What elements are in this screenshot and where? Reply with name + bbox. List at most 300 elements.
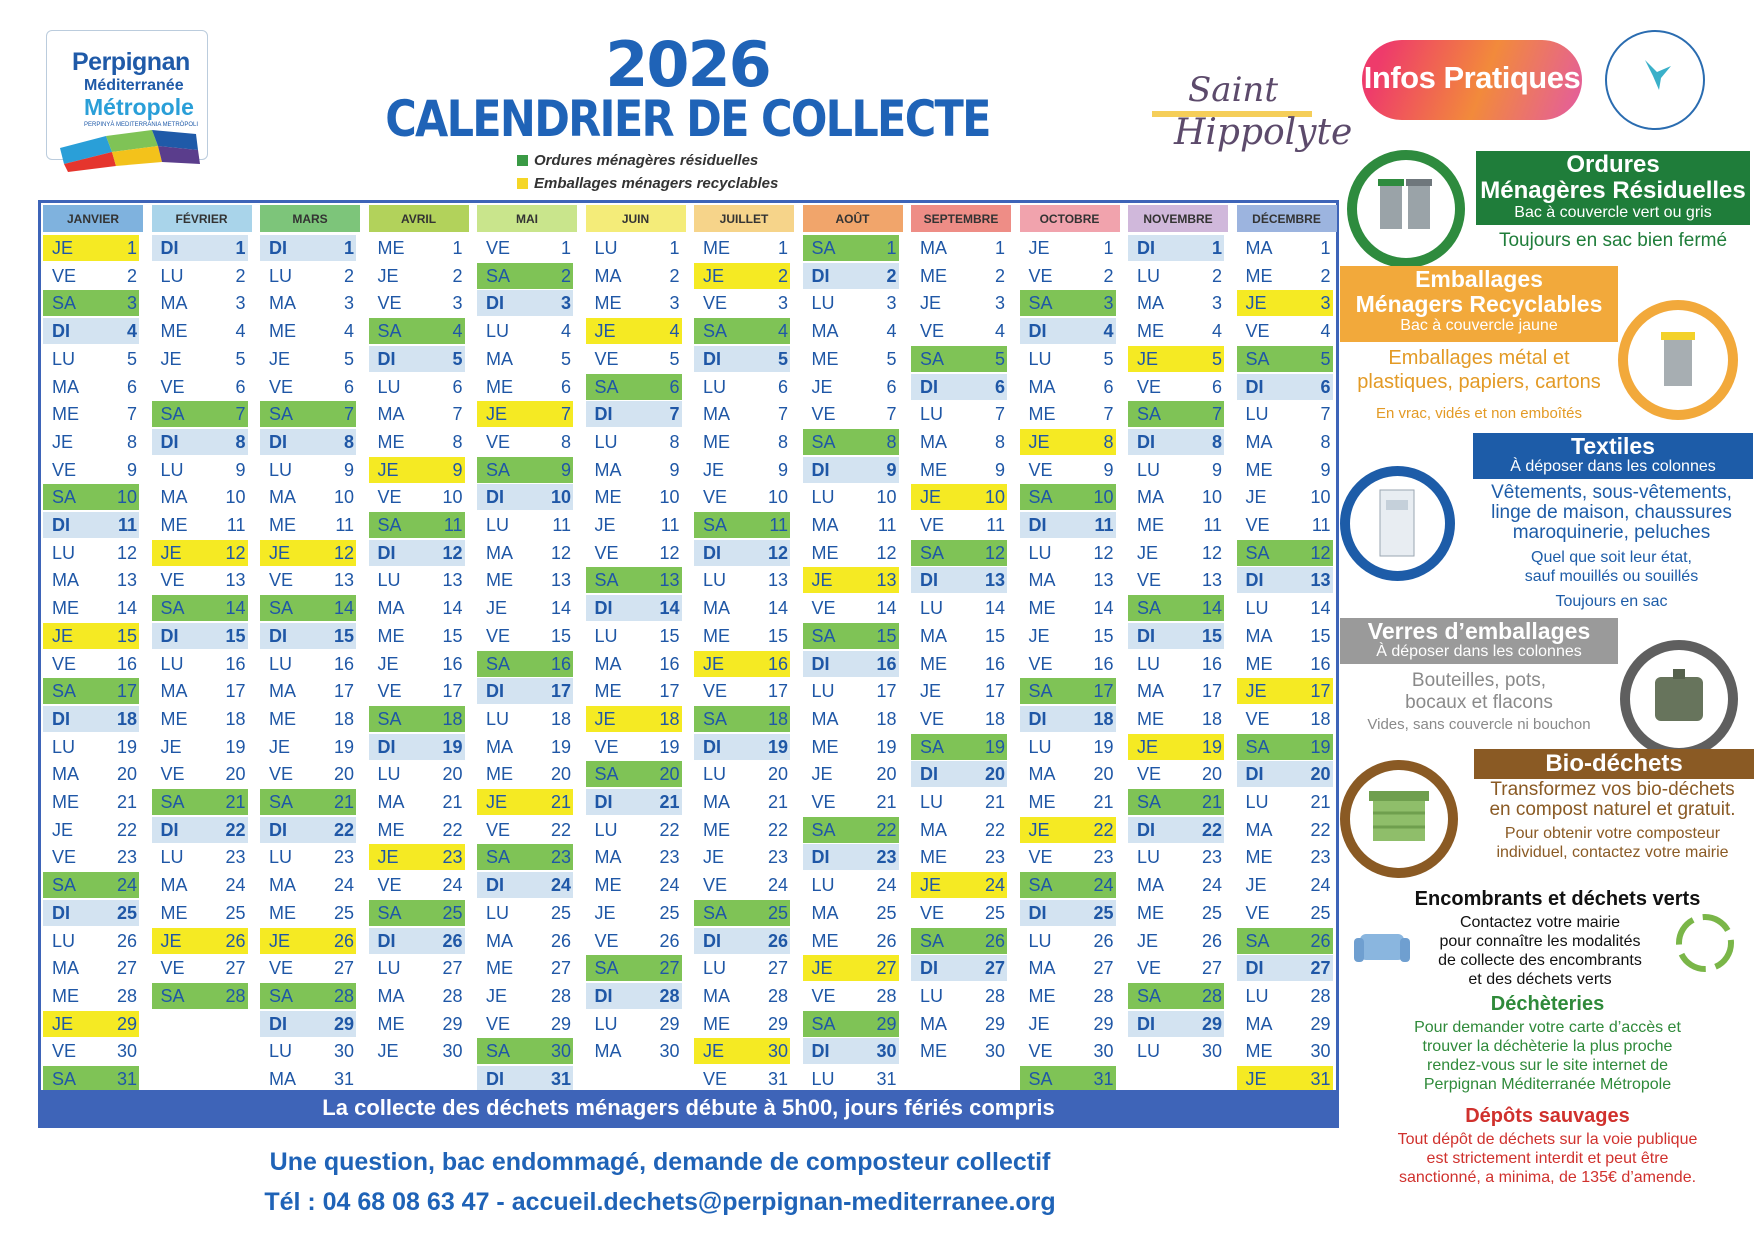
- bio-body-1: Transformez vos bio-déchets: [1490, 779, 1735, 800]
- calendar-day: [1128, 263, 1224, 289]
- day-number: 22: [767, 819, 788, 840]
- weekday-label: VE: [594, 348, 619, 369]
- calendar-day: [586, 429, 682, 455]
- day-number: 23: [550, 847, 571, 868]
- day-number: 26: [659, 930, 680, 951]
- weekday-label: SA: [811, 1013, 836, 1034]
- calendar-day: [43, 457, 139, 483]
- weekday-label: LU: [52, 348, 76, 369]
- omr-title-2: Ménagères Résiduelles: [1480, 177, 1746, 204]
- day-number: 16: [1201, 653, 1222, 674]
- weekday-label: DI: [377, 542, 396, 563]
- calendar-day: [477, 484, 573, 510]
- day-number: 2: [1320, 265, 1331, 286]
- weekday-label: LU: [1137, 1041, 1161, 1062]
- verres-body: [1340, 670, 1618, 714]
- emr-body-1: Emballages métal et: [1388, 347, 1570, 369]
- day-number: 15: [876, 625, 897, 646]
- weekday-label: SA: [160, 404, 185, 425]
- weekday-label: MA: [377, 792, 405, 812]
- calendar-day: [260, 235, 356, 261]
- weekday-label: SA: [1028, 1069, 1053, 1089]
- weekday-label: DI: [486, 681, 504, 702]
- calendar-day: [803, 595, 899, 621]
- weekday-label: LU: [703, 376, 727, 397]
- day-number: 20: [1310, 764, 1331, 785]
- weekday-label: JE: [1245, 1069, 1267, 1089]
- weekday-label: ME: [160, 902, 188, 923]
- day-number: 8: [1320, 431, 1331, 452]
- month-header: DÉCEMBRE: [1237, 205, 1337, 232]
- weekday-label: VE: [703, 681, 728, 702]
- calendar-day: [260, 429, 356, 455]
- day-number: 9: [452, 459, 463, 480]
- weekday-label: JE: [811, 958, 833, 979]
- weekday-label: SA: [160, 598, 185, 619]
- hummingbird-icon: [1643, 56, 1673, 92]
- weekday-label: SA: [703, 708, 728, 729]
- weekday-label: MA: [52, 570, 79, 591]
- calendar-day: [477, 678, 573, 704]
- day-number: 19: [225, 736, 246, 757]
- day-number: 29: [1201, 1013, 1222, 1034]
- calendar-day: [369, 983, 465, 1009]
- calendar-day: [477, 235, 573, 261]
- calendar-day: [1020, 1038, 1116, 1064]
- armchair-icon: [1348, 914, 1418, 974]
- day-number: 7: [1211, 404, 1222, 425]
- weekday-label: MA: [1137, 875, 1164, 896]
- calendar-day: [586, 734, 682, 760]
- weekday-label: DI: [52, 515, 70, 535]
- calendar-day: [1237, 1038, 1333, 1064]
- calendar-day: [586, 595, 682, 621]
- day-number: 2: [1211, 265, 1222, 286]
- day-number: 28: [225, 985, 246, 1006]
- calendar-day: [260, 484, 356, 510]
- calendar-day: [694, 789, 790, 815]
- calendar-day: [477, 928, 573, 954]
- weekday-label: MA: [594, 847, 622, 868]
- day-number: 25: [659, 902, 680, 923]
- textiles-body-2: linge de maison, chaussures: [1491, 502, 1732, 523]
- weekday-label: JE: [160, 542, 182, 563]
- day-number: 26: [550, 930, 571, 951]
- weekday-label: LU: [1028, 930, 1052, 951]
- calendar-day: [260, 290, 356, 316]
- day-number: 30: [659, 1041, 680, 1062]
- weekday-label: LU: [594, 431, 618, 452]
- day-number: 7: [126, 404, 137, 425]
- infos-pratiques-label: Infos Pratiques: [1363, 60, 1581, 95]
- calendar-day: [43, 1011, 139, 1037]
- verres-body-2: bocaux et flacons: [1405, 692, 1553, 713]
- weekday-label: JE: [594, 708, 616, 729]
- day-number: 21: [876, 792, 897, 812]
- calendar-day: [260, 789, 356, 815]
- calendar-day: [477, 263, 573, 289]
- weekday-label: SA: [811, 819, 836, 840]
- weekday-label: JE: [52, 238, 74, 258]
- day-number: 5: [886, 348, 897, 369]
- day-number: 17: [333, 681, 354, 702]
- day-number: 25: [767, 902, 788, 923]
- day-number: 14: [442, 598, 463, 619]
- weekday-label: MA: [269, 293, 296, 314]
- day-number: 5: [994, 348, 1005, 369]
- verres-body-1: Bouteilles, pots,: [1411, 670, 1547, 691]
- day-number: 26: [225, 930, 246, 951]
- day-number: 29: [550, 1013, 571, 1034]
- calendar-day: [1128, 928, 1224, 954]
- day-number: 29: [876, 1013, 897, 1034]
- weekday-label: ME: [377, 819, 405, 840]
- calendar-day: [152, 789, 248, 815]
- day-number: 3: [126, 293, 137, 314]
- calendar-day: [43, 678, 139, 704]
- calendar-day: [1020, 1011, 1116, 1037]
- weekday-label: JE: [920, 875, 942, 896]
- weekday-label: VE: [269, 570, 294, 591]
- calendar-day: [43, 900, 139, 926]
- day-number: 7: [777, 404, 788, 425]
- decheteries-body: [1340, 1018, 1755, 1094]
- calendar-day: [1128, 734, 1224, 760]
- calendar-day: [1237, 512, 1333, 538]
- day-number: 17: [1201, 681, 1222, 702]
- weekday-label: JE: [1028, 1013, 1050, 1034]
- omr-note: Toujours en sac bien fermé: [1498, 230, 1728, 251]
- weekday-label: VE: [1137, 764, 1162, 785]
- calendar-day: [586, 512, 682, 538]
- day-number: 15: [659, 625, 680, 646]
- day-number: 10: [1201, 487, 1222, 508]
- calendar-day: [911, 346, 1007, 372]
- day-number: 3: [669, 293, 680, 314]
- weekday-label: ME: [269, 708, 296, 729]
- calendar-day: [1237, 789, 1333, 815]
- day-number: 9: [777, 459, 788, 480]
- weekday-label: ME: [486, 376, 513, 397]
- weekday-label: SA: [52, 1069, 77, 1089]
- weekday-label: SA: [703, 321, 728, 342]
- day-number: 20: [225, 764, 246, 785]
- calendar-day: [1128, 512, 1224, 538]
- calendar-day: [803, 1038, 899, 1064]
- calendar-day: [152, 401, 248, 427]
- calendar-day: [43, 429, 139, 455]
- day-number: 6: [886, 376, 897, 397]
- weekday-label: LU: [1245, 985, 1269, 1006]
- calendar-day: [260, 678, 356, 704]
- calendar-day: [1128, 1011, 1224, 1037]
- day-number: 8: [235, 431, 246, 452]
- weekday-label: VE: [703, 487, 728, 508]
- weekday-label: DI: [1028, 902, 1047, 923]
- weekday-label: ME: [703, 819, 730, 840]
- weekday-label: JE: [52, 1013, 74, 1034]
- weekday-label: LU: [269, 265, 293, 286]
- calendar-day: [1128, 706, 1224, 732]
- day-number: 30: [1201, 1041, 1222, 1062]
- weekday-label: DI: [920, 376, 938, 397]
- bio-title: Bio-déchets: [1545, 750, 1683, 777]
- weekday-label: SA: [594, 570, 619, 591]
- weekday-label: VE: [269, 764, 294, 785]
- bio-note: [1470, 824, 1755, 862]
- calendar-day: [586, 844, 682, 870]
- weekday-label: DI: [160, 431, 179, 452]
- weekday-label: LU: [1137, 459, 1161, 480]
- weekday-label: ME: [160, 321, 188, 342]
- day-number: 10: [767, 487, 788, 508]
- day-number: 10: [984, 487, 1005, 508]
- calendar-day: [1128, 374, 1224, 400]
- weekday-label: LU: [1245, 404, 1269, 425]
- weekday-label: VE: [52, 653, 77, 674]
- day-number: 28: [550, 985, 571, 1006]
- calendar-day: [369, 1038, 465, 1064]
- weekday-label: JE: [377, 265, 399, 286]
- weekday-label: JE: [1137, 348, 1159, 369]
- calendar-day: [586, 484, 682, 510]
- calendar-day: [803, 844, 899, 870]
- weekday-label: VE: [920, 708, 945, 729]
- day-number: 8: [1103, 431, 1114, 452]
- weekday-label: MA: [703, 985, 730, 1006]
- calendar-day: [694, 817, 790, 843]
- logo-line-1: Perpignan: [72, 48, 190, 76]
- calendar-day: [803, 678, 899, 704]
- weekday-label: SA: [920, 736, 945, 757]
- weekday-label: SA: [486, 265, 511, 286]
- weekday-label: JE: [594, 321, 616, 342]
- month-header: OCTOBRE: [1020, 205, 1120, 232]
- day-number: 18: [442, 708, 463, 729]
- day-number: 19: [1093, 736, 1114, 757]
- day-number: 22: [333, 819, 354, 840]
- calendar-day: [477, 872, 573, 898]
- calendar-day: [1128, 567, 1224, 593]
- day-number: 2: [777, 265, 788, 286]
- calendar-day: [260, 401, 356, 427]
- day-number: 25: [876, 902, 897, 923]
- day-number: 17: [659, 681, 680, 702]
- calendar-day: [260, 817, 356, 843]
- calendar-day: [260, 1066, 356, 1092]
- day-number: 16: [1093, 653, 1114, 674]
- day-number: 13: [225, 570, 246, 591]
- day-number: 25: [116, 902, 137, 923]
- textiles-title: Textiles: [1571, 433, 1655, 459]
- calendar-day: [43, 789, 139, 815]
- weekday-label: ME: [811, 542, 839, 563]
- day-number: 2: [235, 265, 246, 286]
- day-number: 3: [1211, 293, 1222, 314]
- day-number: 21: [659, 792, 680, 812]
- calendar-day: [911, 540, 1007, 566]
- calendar-day: [152, 761, 248, 787]
- weekday-label: MA: [920, 238, 947, 258]
- calendar-day: [369, 623, 465, 649]
- day-number: 29: [333, 1013, 354, 1034]
- day-number: 7: [1320, 404, 1331, 425]
- day-number: 4: [235, 321, 246, 342]
- weekday-label: ME: [1245, 265, 1273, 286]
- weekday-label: JE: [52, 625, 74, 646]
- weekday-label: SA: [377, 515, 402, 535]
- day-number: 12: [225, 542, 246, 563]
- day-number: 18: [550, 708, 571, 729]
- day-number: 29: [116, 1013, 137, 1034]
- weekday-label: MA: [377, 404, 405, 425]
- calendar-day: [369, 651, 465, 677]
- weekday-label: SA: [594, 764, 619, 785]
- day-number: 8: [994, 431, 1005, 452]
- weekday-label: VE: [1137, 376, 1162, 397]
- day-number: 23: [659, 847, 680, 868]
- calendar-day: [803, 318, 899, 344]
- weekday-label: JE: [1137, 542, 1159, 563]
- calendar-day: [260, 900, 356, 926]
- weekday-label: MA: [269, 487, 296, 508]
- day-number: 7: [235, 404, 246, 425]
- weekday-label: DI: [160, 625, 179, 646]
- weekday-label: LU: [811, 293, 835, 314]
- weekday-label: LU: [1245, 792, 1269, 812]
- day-number: 14: [876, 598, 897, 619]
- calendar-day: [369, 540, 465, 566]
- day-number: 31: [1093, 1069, 1114, 1089]
- calendar-day: [911, 1011, 1007, 1037]
- emr-bin-circle: [1618, 300, 1738, 420]
- encombrants-body: [1410, 913, 1670, 989]
- weekday-label: ME: [920, 653, 947, 674]
- calendar-day: [586, 872, 682, 898]
- day-number: 11: [552, 515, 571, 535]
- day-number: 27: [116, 958, 137, 979]
- weekday-label: JE: [703, 653, 725, 674]
- day-number: 15: [116, 625, 137, 646]
- weekday-label: LU: [160, 653, 184, 674]
- weekday-label: DI: [1245, 958, 1264, 979]
- calendar-day: [152, 429, 248, 455]
- calendar-day: [43, 595, 139, 621]
- day-number: 5: [669, 348, 680, 369]
- day-number: 9: [886, 459, 897, 480]
- weekday-label: JE: [377, 847, 399, 868]
- depots-body-2: est strictement interdit et peut être: [1426, 1150, 1669, 1167]
- weekday-label: ME: [377, 238, 405, 258]
- town-logo: [1152, 64, 1353, 164]
- day-number: 31: [333, 1069, 354, 1089]
- weekday-label: MA: [377, 598, 405, 619]
- calendar-day: [1020, 290, 1116, 316]
- day-number: 15: [767, 625, 788, 646]
- calendar-day: [1128, 900, 1224, 926]
- day-number: 30: [1093, 1041, 1114, 1062]
- weekday-label: VE: [1028, 847, 1053, 868]
- calendar-day: [586, 290, 682, 316]
- day-number: 19: [442, 736, 463, 757]
- weekday-label: LU: [811, 487, 835, 508]
- weekday-label: DI: [920, 958, 938, 979]
- calendar-day: [911, 900, 1007, 926]
- textiles-body-1: Vêtements, sous-vêtements,: [1491, 482, 1732, 503]
- day-number: 31: [116, 1069, 137, 1089]
- weekday-label: ME: [920, 1041, 947, 1062]
- weekday-label: ME: [1137, 708, 1164, 729]
- weekday-label: MA: [1137, 487, 1164, 508]
- day-number: 27: [550, 958, 571, 979]
- weekday-label: VE: [160, 376, 185, 397]
- calendar-day: [477, 567, 573, 593]
- day-number: 15: [333, 625, 354, 646]
- depots-body-3: sanctionné, a minima, de 135€ d’amende.: [1398, 1169, 1697, 1186]
- day-number: 8: [669, 431, 680, 452]
- calendar-day: [260, 1011, 356, 1037]
- weekday-label: JE: [269, 348, 291, 369]
- legend-omr: [517, 152, 758, 169]
- weekday-label: LU: [377, 570, 401, 591]
- calendar-day: [803, 346, 899, 372]
- calendar-day: [803, 706, 899, 732]
- calendar-day: [1237, 290, 1333, 316]
- calendar-day: [694, 567, 790, 593]
- calendar-day: [477, 623, 573, 649]
- weekday-label: VE: [1137, 958, 1162, 979]
- calendar-day: [586, 235, 682, 261]
- day-number: 23: [442, 847, 463, 868]
- day-number: 11: [769, 515, 788, 535]
- day-number: 14: [225, 598, 246, 619]
- calendar-day: [586, 346, 682, 372]
- weekday-label: SA: [377, 321, 402, 342]
- textiles-title-box: [1473, 433, 1753, 479]
- calendar-day: [369, 734, 465, 760]
- day-number: 27: [876, 958, 897, 979]
- calendar-day: [43, 512, 139, 538]
- weekday-label: VE: [486, 238, 511, 258]
- weekday-label: ME: [1245, 1041, 1273, 1062]
- day-number: 28: [767, 985, 788, 1006]
- contact-details[interactable]: Tél : 04 68 08 63 47 - accueil.dechets@perpignan-mediterranee.org: [264, 1188, 1056, 1216]
- day-number: 2: [994, 265, 1005, 286]
- calendar-day: [477, 789, 573, 815]
- weekday-label: ME: [594, 293, 622, 314]
- calendar-day: [1020, 318, 1116, 344]
- bio-body-2: en compost naturel et gratuit.: [1489, 799, 1736, 820]
- day-number: 16: [984, 653, 1005, 674]
- day-number: 11: [1311, 515, 1331, 535]
- calendar-day: [1020, 429, 1116, 455]
- weekday-label: JE: [269, 930, 291, 951]
- calendar-day: [369, 789, 465, 815]
- day-number: 22: [1093, 819, 1114, 840]
- weekday-label: ME: [594, 681, 622, 702]
- calendar-day: [43, 1066, 139, 1092]
- weekday-label: MA: [486, 736, 513, 757]
- calendar-day: [1237, 457, 1333, 483]
- calendar-day: [43, 983, 139, 1009]
- day-number: 30: [116, 1041, 137, 1062]
- textile-container-icon: [1362, 484, 1432, 564]
- calendar-day: [260, 623, 356, 649]
- day-number: 6: [994, 376, 1005, 397]
- weekday-label: DI: [811, 265, 830, 286]
- weekday-label: VE: [594, 542, 619, 563]
- contact-question: Une question, bac endommagé, demande de composteur collectif: [269, 1148, 1051, 1176]
